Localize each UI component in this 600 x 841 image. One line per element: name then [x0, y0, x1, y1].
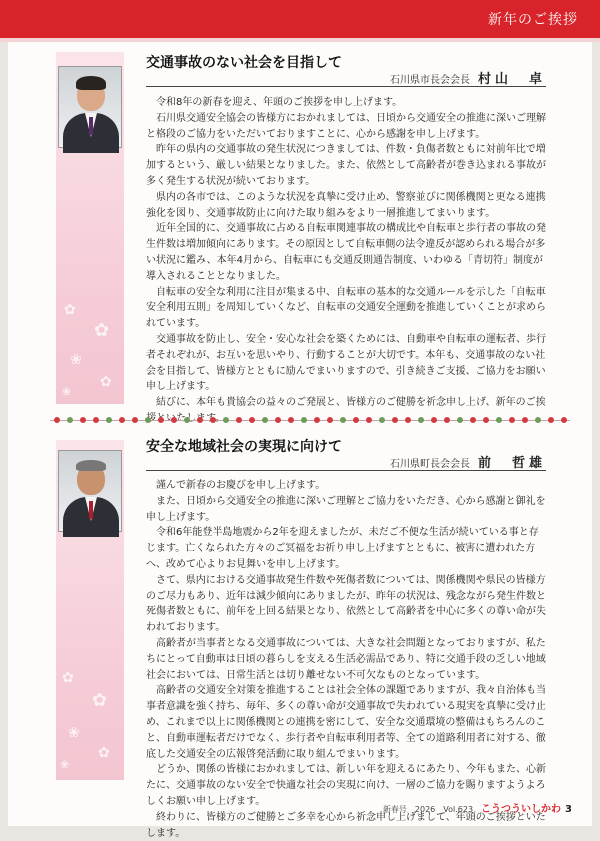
sakura-icon: ✿: [94, 320, 110, 341]
divider-dot: [392, 417, 398, 423]
paragraph: 謹んで新春のお慶びを申し上げます。: [156, 480, 326, 491]
page-number: 3: [565, 804, 572, 815]
sakura-icon: ❀: [70, 352, 82, 368]
sakura-icon: ✿: [100, 374, 112, 390]
divider-dot: [132, 417, 138, 423]
paragraph: 高齢者の交通安全対策を推進することは社会全体の課題でありますが、我々自治体も当事者意識を強く持ち、毎年、多くの尊い命が交通事故で失われている現実を真摯に受け止め、これまで以上に関係機関との連携を密にして、安全な交通環境の整備はもちろんのこと、自動車運転者だけでなく、歩行者や自転車利用者等、全ての道路利用者に対する、徹底した交通安全の広報啓発活動に取り組んでまいります。: [146, 685, 546, 760]
divider-dot: [93, 417, 99, 423]
divider-dot: [327, 417, 333, 423]
divider-dot: [444, 417, 450, 423]
divider-dot: [314, 417, 320, 423]
paragraph: 令和8年の新春を迎え、年頭のご挨拶を申し上げます。: [156, 97, 403, 108]
divider-dot: [353, 417, 359, 423]
divider-dot: [405, 417, 411, 423]
article-body: [146, 478, 546, 841]
author-photo: [58, 66, 122, 148]
sakura-icon: ❀: [68, 725, 80, 741]
author-photo: [58, 450, 122, 532]
divider-dot: [340, 417, 346, 423]
author-role: 石川県町長会会長: [389, 459, 470, 470]
paragraph: さて、県内における交通事故発生件数や死傷者数については、関係機関や県民の皆様方のご尽力もあり、近年は減少傾向にありましたが、昨年の状況は、残念ながら発生件数と死傷者数ともに、前年を上回る結果となり、依然として高齢者を中心に多くの尊い命が失われております。: [146, 574, 546, 634]
divider-dot: [171, 417, 177, 423]
divider-dot: [119, 417, 125, 423]
paragraph: 終わりに、皆様方のご健勝とご多幸を心から祈念申し上げまして、年頭のご挨拶といたします。: [146, 811, 546, 839]
divider-dot: [275, 417, 281, 423]
divider-dot: [262, 417, 268, 423]
sakura-icon: ✿: [98, 745, 110, 761]
paragraph: 昨年の県内の交通事故の発生状況につきましては、件数・負傷者数ともに対前年比で増加するという、厳しい結果となりました。また、依然として高齢者が巻き込まれる事故が多く発生する状況が続いております。: [146, 144, 546, 187]
divider-dot: [197, 417, 203, 423]
paragraph: 結びに、本年も貴協会の益々のご発展と、皆様方のご健勝を祈念申し上げ、新年のご挨拶といたします。: [146, 397, 546, 424]
divider-dot: [496, 417, 502, 423]
divider-dot: [535, 417, 541, 423]
divider-dot: [366, 417, 372, 423]
paragraph: どうか、関係の皆様におかれましては、新しい年を迎えるにあたり、今年もまた、心新たに、交通事故のない安全で快適な社会の実現に向け、一層のご協力を賜りますようよろしくお願い申し上げます。: [146, 764, 546, 807]
divider-dot: [223, 417, 229, 423]
sakura-icon: ✿: [92, 690, 108, 711]
sakura-icon: ✿: [62, 670, 74, 686]
paragraph: 自転車の安全な利用に注目が集まる中、自転車の基本的な交通ルールを示した「自転車安全利用五則」を周知していくなど、自転車の交通安全運動を推進していくことが求められています。: [146, 286, 546, 330]
divider-dot: [483, 417, 489, 423]
author-name: 村山 卓: [477, 72, 546, 87]
divider-dot: [249, 417, 255, 423]
divider-dot: [54, 417, 60, 423]
sakura-icon: ❀: [60, 758, 70, 771]
divider-dot: [210, 417, 216, 423]
author-role: 石川県市長会会長: [389, 75, 470, 86]
divider-dot: [457, 417, 463, 423]
divider-dot: [106, 417, 112, 423]
paragraph: また、日頃から交通安全の推進に深いご理解とご協力をいただき、心から感謝と御礼を申し上げます。: [146, 495, 546, 523]
divider-dot: [184, 417, 190, 423]
divider-dot: [301, 417, 307, 423]
paragraph: 高齢者が当事者となる交通事故については、大きな社会問題となっておりますが、私たちにとって自動車は日頃の暮らしを支える生活必需品であり、特に交通手段の乏しい地域社会においては、日常生活とは切り離せない不可欠なものとなっています。: [146, 637, 546, 681]
divider-dot: [509, 417, 515, 423]
divider-dot: [80, 417, 86, 423]
paragraph: 交通事故を防止し、安全・安心な社会を築くためには、自動車や自転車の運転者、歩行者それぞれが、お互いを思いやり、行動することが大切です。本年も、交通事故のない社会を目指して、皆様方とともに励んでまいりますので、引き続きご支援、ご協力をお願い申し上げます。: [146, 333, 546, 393]
paragraph: 県内の各市では、このような状況を真摯に受け止め、警察並びに関係機関と更なる連携強化を図り、交通事故防止に向けた取り組みをより一層推進してまいります。: [146, 191, 546, 219]
divider-dot: [145, 417, 151, 423]
article-title: 交通事故のない社会を目指して: [146, 55, 342, 71]
divider-dot: [548, 417, 554, 423]
divider-dot: [418, 417, 424, 423]
paragraph: 石川県交通安全協会の皆様方におかれましては、日頃から交通安全の推進に深いご理解と格段のご協力をいただいておりますことに、心から感謝を申し上げます。: [146, 112, 546, 140]
paragraph: 近年全国的に、交通事故に占める自転車関連事故の構成比や自転車と歩行者の事故の発生件数は増加傾向にあります。その原因として自転車側の法令違反が認められる場合が多い状況に鑑み、本年4月から、自転車にも交通反則通告制度、いわゆる「青切符」制度が導入されることとなりました。: [146, 223, 546, 282]
article-body: [146, 95, 546, 427]
divider-dot: [288, 417, 294, 423]
divider-dot: [431, 417, 437, 423]
divider-dot: [379, 417, 385, 423]
author-line: [390, 452, 546, 471]
section-divider: [50, 414, 570, 426]
header-band: [0, 0, 600, 38]
divider-dot: [158, 417, 164, 423]
paragraph: 令和6年能登半島地震から2年を迎えましたが、未だご不便な生活が続いている事と存じます。亡くなられた方々のご冥福をお祈り申し上げますとともに、被害に遭われた方へ、改めて心よりお見舞いを申し上げます。: [146, 527, 539, 570]
divider-dot: [522, 417, 528, 423]
divider-dot: [561, 417, 567, 423]
publication-brand: こうつういしかわ: [481, 804, 562, 815]
author-line: [390, 68, 546, 87]
sakura-icon: ✿: [64, 302, 76, 318]
divider-dot: [470, 417, 476, 423]
issue-info: 新春号 2026 Vol.623: [382, 805, 474, 814]
divider-dot: [67, 417, 73, 423]
article-title: 安全な地域社会の実現に向けて: [146, 439, 342, 455]
author-name: 前 哲雄: [477, 456, 546, 471]
sakura-icon: ❀: [62, 385, 72, 398]
divider-dot: [236, 417, 242, 423]
page-footer: [383, 800, 572, 815]
header-title: 新年のご挨拶: [488, 12, 578, 28]
